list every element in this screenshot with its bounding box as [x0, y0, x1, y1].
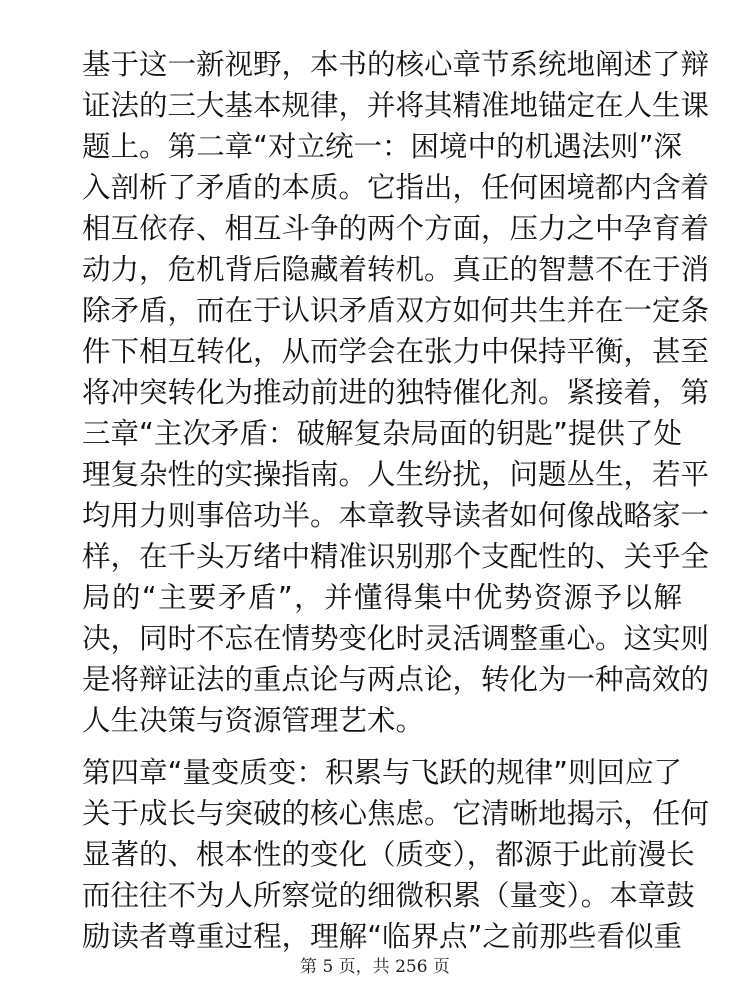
text-line: 显著的、根本性的变化（质变），都源于此前漫长: [82, 838, 695, 871]
paragraph-2: [82, 752, 710, 957]
text-line: 均用力则事倍功半。本章教导读者如何像战略家一: [82, 499, 710, 532]
text-line: 决，同时不忘在情势变化时灵活调整重心。这实则: [82, 622, 710, 655]
page-number-footer: 第 5 页，共 256 页: [300, 957, 450, 977]
text-line: 证法的三大基本规律，并将其精准地锚定在人生课: [82, 89, 710, 122]
text-line: 动力，危机背后隐藏着转机。真正的智慧不在于消: [82, 253, 710, 286]
text-line: 样，在千头万绪中精准识别那个支配性的、关乎全: [82, 540, 710, 573]
text-line: 而往往不为人所察觉的细微积累（量变）。本章鼓: [82, 879, 695, 912]
text-line: 第四章“量变质变：积累与飞跃的规律”则回应了: [82, 756, 682, 789]
text-line: 人生决策与资源管理艺术。: [82, 704, 425, 737]
text-line: 入剖析了矛盾的本质。它指出，任何困境都内含着: [82, 171, 710, 204]
paragraph-gap: [82, 741, 682, 752]
text-line: 关于成长与突破的核心焦虑。它清晰地揭示，任何: [82, 797, 710, 830]
text-line: 除矛盾，而在于认识矛盾双方如何共生并在一定条: [82, 294, 710, 327]
text-line: 件下相互转化，从而学会在张力中保持平衡，甚至: [82, 335, 710, 368]
body-text: [82, 44, 710, 957]
text-line: 励读者尊重过程，理解“临界点”之前那些看似重: [82, 920, 682, 953]
text-line: 基于这一新视野，本书的核心章节系统地阐述了辩: [82, 48, 710, 81]
text-line: 将冲突转化为推动前进的独特催化剂。紧接着，第: [82, 376, 710, 409]
text-line: 局的“主要矛盾”，并懂得集中优势资源予以解: [82, 581, 682, 614]
text-line: 相互依存、相互斗争的两个方面，压力之中孕育着: [82, 212, 710, 245]
paragraph-1: [82, 44, 710, 741]
text-line: 理复杂性的实操指南。人生纷扰，问题丛生，若平: [82, 458, 710, 491]
text-line: 是将辩证法的重点论与两点论，转化为一种高效的: [82, 663, 710, 696]
text-line: 三章“主次矛盾：破解复杂局面的钥匙”提供了处: [82, 417, 682, 450]
text-line: 题上。第二章“对立统一：困境中的机遇法则”深: [82, 130, 682, 163]
